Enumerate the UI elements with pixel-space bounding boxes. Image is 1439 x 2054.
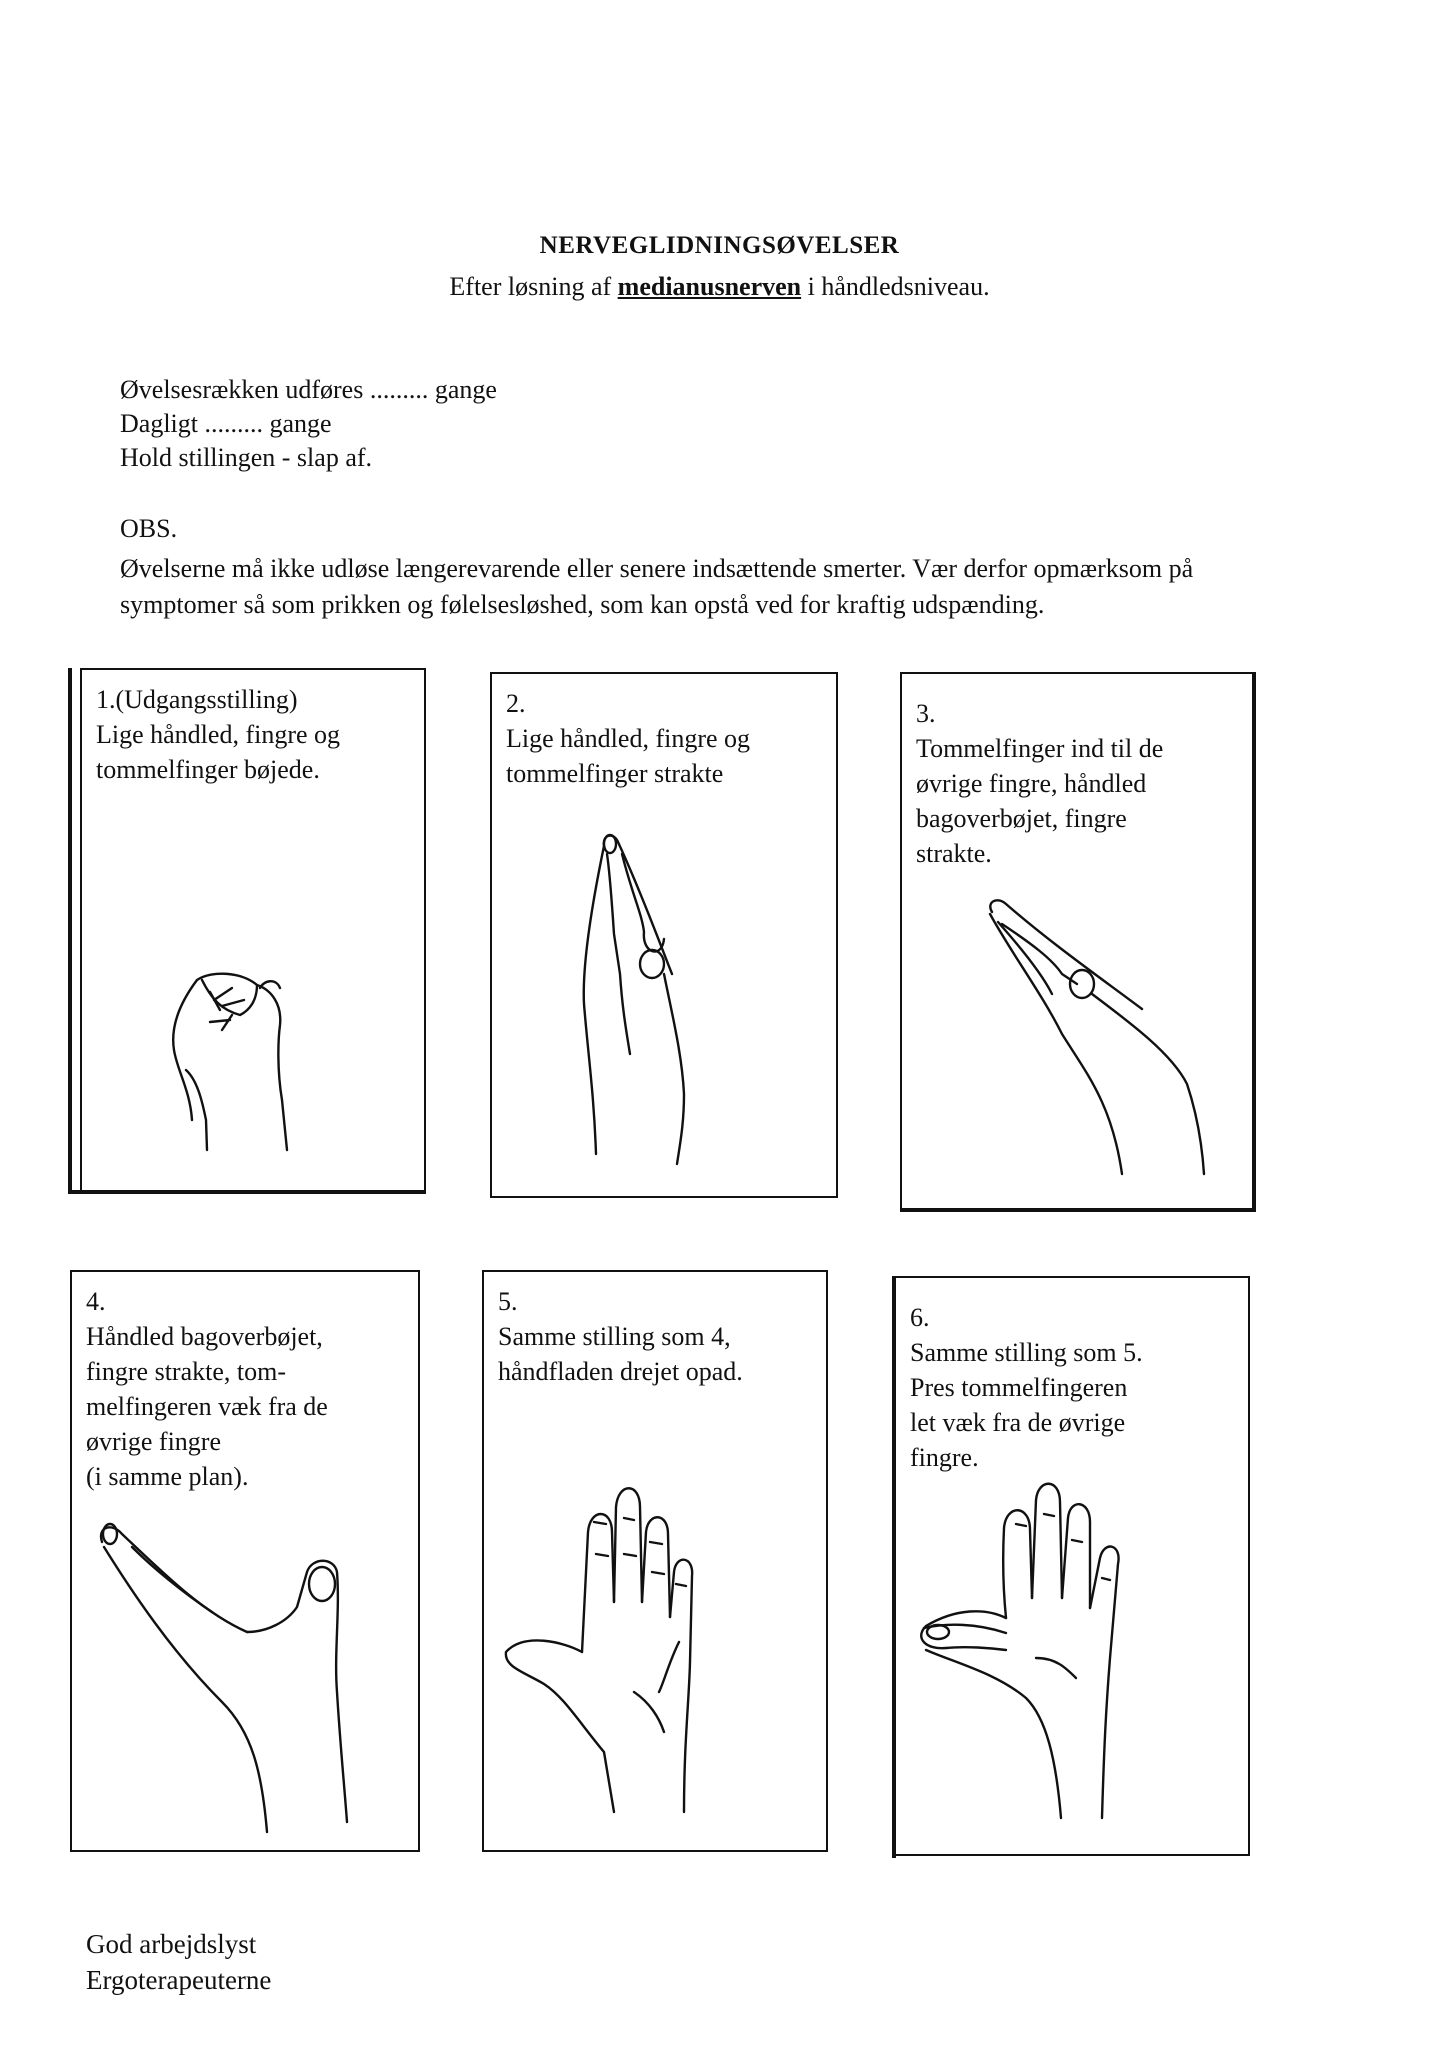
warning-line-2: symptomer så som prikken og følelsesløshed, som kan opstå ved for kraftig udspænding.	[120, 590, 1045, 619]
exercise-panel-6	[894, 1276, 1250, 1856]
footer	[86, 1926, 271, 1998]
open-palm-icon	[484, 1272, 830, 1854]
thumb-out-hand-icon	[72, 1272, 422, 1854]
warning-line-1: Øvelserne må ikke udløse længerevarende eller senere indsættende smerter. Vær derfor opmærksom på	[120, 554, 1194, 583]
exercise-panel-3	[900, 672, 1254, 1210]
exercise-1-text: 1.(Udgangsstilling) Lige håndled, fingre og tommelfinger bøjede.	[96, 685, 341, 784]
instruction-repetitions: Øvelsesrækken udføres ......... gange	[120, 375, 497, 404]
exercise-5-text: 5. Samme stilling som 4, håndfladen drejet opad.	[498, 1287, 743, 1386]
footer-signature: Ergoterapeuterne	[86, 1965, 272, 1995]
bent-hand-icon	[902, 674, 1256, 1212]
exercise-panel-5	[482, 1270, 828, 1852]
warning-label: OBS.	[120, 514, 178, 543]
exercise-panel-2	[490, 672, 838, 1198]
exercise-2-text: 2. Lige håndled, fingre og tommelfinger strakte	[506, 689, 751, 788]
exercise-4-text: 4. Håndled bagoverbøjet, fingre strakte, tom- melfingeren væk fra de øvrige fingre (i samme plan).	[86, 1287, 328, 1491]
page-subtitle	[0, 272, 1439, 302]
fist-icon	[82, 670, 428, 1194]
instruction-daily: Dagligt ......... gange	[120, 409, 332, 438]
exercise-panel-1	[80, 668, 426, 1192]
subtitle-nerve-name: medianusnerven	[617, 272, 802, 301]
straight-hand-icon	[492, 674, 840, 1200]
footer-greeting: God arbejdslyst	[86, 1929, 257, 1959]
exercise-panel-4	[70, 1270, 420, 1852]
instruction-hold: Hold stillingen - slap af.	[120, 443, 373, 472]
palm-thumb-stretch-icon	[896, 1278, 1252, 1858]
page-title: NERVEGLIDNINGSØVELSER	[539, 232, 900, 259]
subtitle-suffix: i håndledsniveau.	[801, 272, 990, 301]
exercise-3-text: 3. Tommelfinger ind til de øvrige fingre, håndled bagoverbøjet, fingre strakte.	[916, 699, 1164, 868]
subtitle-prefix: Efter løsning af	[449, 272, 618, 301]
exercise-6-text: 6. Samme stilling som 5. Pres tommelfingeren let væk fra de øvrige fingre.	[910, 1303, 1143, 1472]
